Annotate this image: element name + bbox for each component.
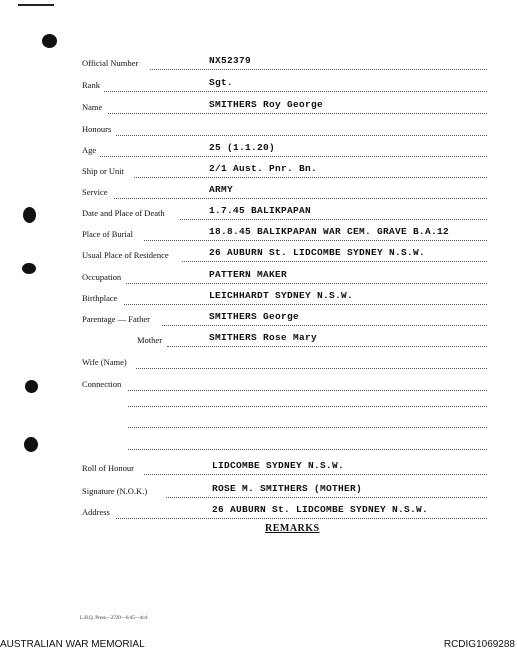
dotted-line — [100, 156, 487, 157]
field-label: Honours — [82, 124, 112, 134]
field-place-of-burial — [82, 226, 487, 243]
dotted-line — [124, 304, 487, 305]
punch-hole — [42, 34, 57, 48]
dotted-line — [150, 69, 487, 70]
field-honours — [82, 124, 487, 138]
field-value: 25 (1.1.20) — [209, 142, 276, 153]
field-age — [82, 142, 487, 159]
field-value: 26 AUBURN St. LIDCOMBE SYDNEY N.S.W. — [212, 504, 429, 515]
field-address — [82, 504, 487, 521]
top-edge-mark — [18, 4, 54, 6]
dotted-line — [128, 390, 487, 391]
field-ship-or-unit — [82, 163, 487, 180]
field-label: Address — [82, 507, 110, 517]
field-label: Official Number — [82, 58, 139, 68]
field-value: LIDCOMBE SYDNEY N.S.W. — [212, 460, 345, 471]
footer-record-id: RCDIG1069288 — [443, 639, 515, 650]
dotted-line — [162, 325, 487, 326]
field-roll-of-honour — [82, 460, 487, 477]
field-value: SMITHERS Roy George — [209, 99, 324, 110]
field-value: 2/1 Aust. Pnr. Bn. — [209, 163, 318, 174]
field-label: Roll of Honour — [82, 463, 134, 473]
field-label: Name — [82, 102, 103, 112]
blank-line — [128, 406, 487, 407]
field-parentage-mother — [137, 332, 487, 349]
punch-hole — [22, 263, 36, 274]
dotted-line — [116, 135, 487, 136]
printer-note: L.H.Q. Press—2720—6/45—4cd. — [80, 616, 149, 621]
field-value: NX52379 — [209, 55, 252, 66]
field-value: Sgt. — [209, 77, 234, 88]
field-label: Ship or Unit — [82, 166, 125, 176]
field-label: Connection — [82, 379, 122, 389]
dotted-line — [182, 261, 487, 262]
dotted-line — [126, 283, 487, 284]
archive-footer — [0, 638, 517, 654]
field-official-number — [82, 55, 487, 72]
field-connection — [82, 379, 487, 393]
field-value: SMITHERS Rose Mary — [209, 332, 318, 343]
field-label: Rank — [82, 80, 100, 90]
field-label: Wife (Name) — [82, 357, 127, 367]
field-label: Signature (N.O.K.) — [82, 486, 148, 496]
field-name — [82, 99, 487, 116]
field-parentage-father — [82, 311, 487, 328]
punch-hole — [25, 380, 38, 393]
field-label: Service — [82, 187, 108, 197]
field-date-place-of-death — [82, 205, 487, 222]
field-label: Parentage — Father — [82, 314, 150, 324]
dotted-line — [108, 113, 487, 114]
punch-hole — [24, 437, 38, 452]
field-value: 1.7.45 BALIKPAPAN — [209, 205, 312, 216]
field-label: Date and Place of Death — [82, 208, 165, 218]
field-value: 18.8.45 BALIKPAPAN WAR CEM. GRAVE B.A.12 — [209, 226, 450, 237]
dotted-line — [144, 474, 487, 475]
blank-line — [128, 427, 487, 428]
field-label: Usual Place of Residence — [82, 250, 169, 260]
field-label: Place of Burial — [82, 229, 133, 239]
field-label: Occupation — [82, 272, 122, 282]
punch-hole — [23, 207, 36, 223]
field-wife-name — [82, 357, 487, 371]
dotted-line — [134, 177, 487, 178]
field-value: SMITHERS George — [209, 311, 300, 322]
field-usual-residence — [82, 247, 487, 264]
dotted-line — [167, 346, 487, 347]
field-value: LEICHHARDT SYDNEY N.S.W. — [209, 290, 354, 301]
field-label: Mother — [137, 335, 163, 345]
dotted-line — [104, 91, 487, 92]
field-birthplace — [82, 290, 487, 307]
field-label: Age — [82, 145, 97, 155]
field-value: PATTERN MAKER — [209, 269, 288, 280]
dotted-line — [136, 368, 487, 369]
dotted-line — [180, 219, 487, 220]
remarks-heading: REMARKS — [265, 523, 320, 534]
blank-line — [128, 449, 487, 450]
field-value: ROSE M. SMITHERS (MOTHER) — [212, 483, 363, 494]
field-value: 26 AUBURN St. LIDCOMBE SYDNEY N.S.W. — [209, 247, 426, 258]
dotted-line — [114, 198, 487, 199]
field-value: ARMY — [209, 184, 234, 195]
field-label: Birthplace — [82, 293, 118, 303]
field-occupation — [82, 269, 487, 286]
footer-institution: AUSTRALIAN WAR MEMORIAL — [0, 639, 145, 650]
dotted-line — [144, 240, 487, 241]
dotted-line — [166, 497, 487, 498]
field-service — [82, 184, 487, 201]
dotted-line — [116, 518, 487, 519]
field-signature-nok — [82, 483, 487, 500]
field-rank — [82, 77, 487, 94]
